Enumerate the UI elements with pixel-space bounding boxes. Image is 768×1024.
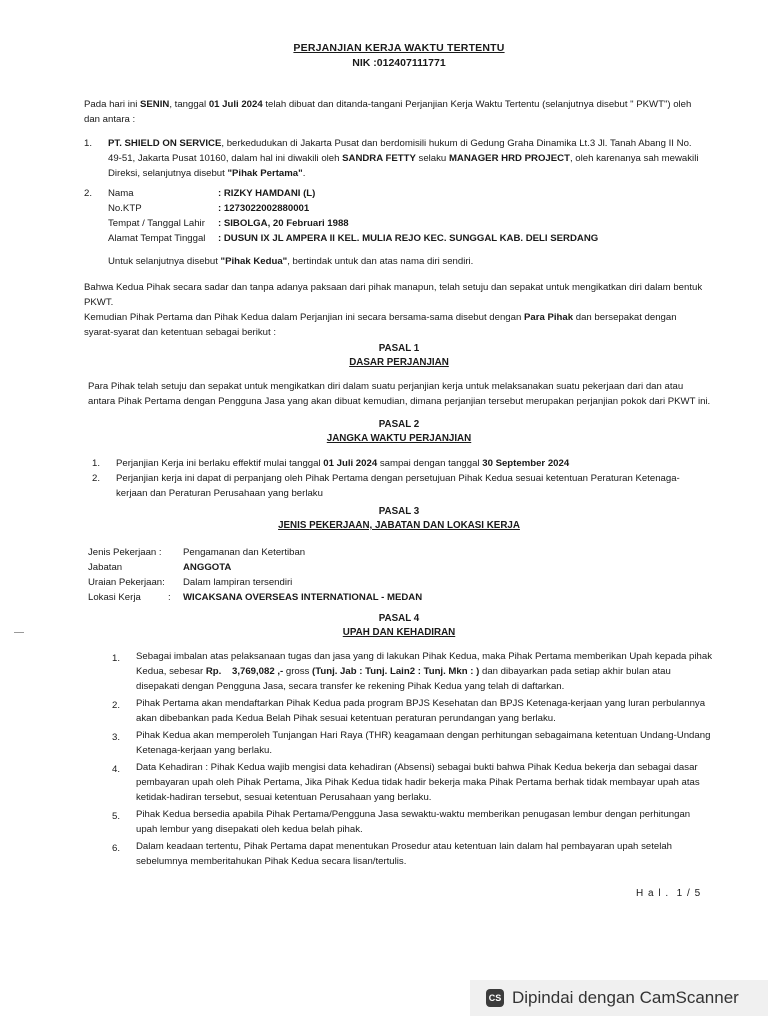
pasal4-item-1-line-1: Sebagai imbalan atas pelaksanaan tugas dan jasa yang di lakukan Pihak Kedua, maka Pihak Pertama memberikan Upah kepada pihak [136,651,712,662]
pasal3-value-jabatan: ANGGOTA [183,562,232,573]
pasal3-row-uraian [88,575,728,590]
pasal4-item-5-number: 5. [112,811,121,822]
pasal4-item-4-line-2: pembayaran upah oleh Pihak Pertama, Jika Pihak Kedua tidak hadir bekerja maka Pihak Pertama berhak tidak membayar upah atas [136,777,700,788]
pasal4-item-6-line-2: sebelumnya memberitahukan Pihak Kedua secara lisan/tertulis. [136,856,407,867]
party1-text-2b: selaku [415,153,449,164]
party2-alias-text-1: Untuk selanjutnya disebut [108,256,221,267]
pasal3-label-lokasi: Lokasi Kerja [88,592,141,603]
pasal2-item-2-text-b: kerjaan dan Peraturan Perusahaan yang berlaku [116,488,323,499]
pasal4-wage-text-c: gross [283,666,312,677]
party2-label-ktp: No.KTP [108,203,142,214]
pasal4-item-2-line-2: akan dibebankan pada Kedua Belah Pihak sesuai ketentuan peraturan perundangan yang berlaku. [136,713,556,724]
party1-representative: SANDRA FETTY [342,153,416,164]
document-nik: NIK :012407111771 [352,57,446,69]
intro-day: SENIN [140,99,170,110]
pasal3-lokasi-separator: : [168,592,171,603]
agreement-para-pihak: Para Pihak [523,312,574,323]
pasal2-item-1-text-a: Perjanjian Kerja ini berlaku effektif mulai tanggal [116,458,324,469]
party1-role: MANAGER HRD PROJECT [448,153,570,164]
pasal4-item-4-line-1: Data Kehadiran : Pihak Kedua wajib mengisi data kehadiran (Absensi) sebagai bukti bahwa Pihak Kedua bekerja dan sebagai dasar [136,762,698,773]
pasal2-item-2 [92,471,732,486]
agreement-line-3 [84,310,724,325]
party2-row-address [108,231,728,246]
party1-alias: "Pihak Pertama" [227,168,303,179]
party2-row-name [108,186,728,201]
pasal4-item-6-line-1: Dalam keadaan tertentu, Pihak Pertama dapat menentukan Prosedur atau ketentuan lain dalam hal pembayaran upah setelah [136,841,672,852]
pasal4-item-1-number: 1. [112,653,121,664]
pasal4-item-1-line-3: disepakati dengan Pengguna Jasa, secara transfer ke rekening Pihak Kedua yang telah di daftarkan. [136,681,565,692]
pasal3-row-lokasi [88,590,728,605]
party2-row-birth [108,216,728,231]
party1-text-1: , berkedudukan di Jakarta Pusat dan berdomisili hukum di Gedung Graha Dinamika Lt.3 Jl. Tanah Abang II No. [221,138,692,149]
document-title: PERJANJIAN KERJA WAKTU TERTENTU [293,42,505,54]
scan-margin-mark [14,632,24,633]
pasal4-wage-amount: Rp. 3,769,082 ,- [205,666,284,677]
pasal2-item-2-number: 2. [92,473,101,484]
agreement-line-1: Bahwa Kedua Pihak secara sadar dan tanpa adanya paksaan dari pihak manapun, telah setuju dan sepakat untuk mengikatkan diri dalam bentuk [84,282,703,293]
pasal4-item-6-number: 6. [112,843,121,854]
pasal3-number: PASAL 3 [378,506,420,517]
intro-line-2: dan antara : [84,114,136,125]
pasal3-label-jabatan: Jabatan [88,562,123,573]
agreement-paragraph [84,280,724,340]
pasal2-number: PASAL 2 [378,419,420,430]
pasal4-item-5-line-1: Pihak Kedua bersedia apabila Pihak Pertama/Pengguna Jasa sewaktu-waktu memberikan penugasan lembur dengan perhitungan [136,809,691,820]
party2-value-address: : DUSUN IX JL AMPERA II KEL. MULIA REJO KEC. SUNGGAL KAB. DELI SERDANG [218,233,599,244]
intro-text-3: telah dibuat dan ditanda-tangani Perjanjian Kerja Waktu Tertentu (selanjutnya disebut " PKWT") oleh [262,99,692,110]
pasal3-title: JENIS PEKERJAAN, JABATAN DAN LOKASI KERJA [278,520,520,531]
pasal1-line-1: Para Pihak telah setuju dan sepakat untuk mengikatkan diri dalam suatu perjanjian kerja untuk melaksanakan suatu pekerjaan dari dan atau [88,381,684,392]
pasal4-wage-text-a: Kedua, sebesar [136,666,206,677]
pasal4-item-2-number: 2. [112,700,121,711]
party2-label-address: Alamat Tempat Tinggal [108,233,206,244]
pasal3-value-uraian: Dalam lampiran tersendiri [183,577,293,588]
pasal1-number: PASAL 1 [378,343,420,354]
pasal4-item-3-line-1: Pihak Kedua akan memperoleh Tunjangan Hari Raya (THR) keagamaan dengan perhitungan sebagaimana ketentuan Undang-Undang [136,730,711,741]
pasal4-item-6 [112,839,742,869]
agreement-text-3a: Kemudian Pihak Pertama dan Pihak Kedua dalam Perjanjian ini secara bersama-sama disebut dengan [84,312,524,323]
pasal4-item-2 [112,696,742,726]
party2-row-ktp [108,201,728,216]
pasal4-item-3-number: 3. [112,732,121,743]
pasal2-title: JANGKA WAKTU PERJANJIAN [326,433,472,444]
pasal4-wage-text-e: dan dibayarkan pada setiap akhir bulan atau [479,666,671,677]
pasal4-item-2-line-1: Pihak Pertama akan mendaftarkan Pihak Kedua pada program BPJS Kesehatan dan BPJS Ketenaga-kerjaan yang luran perbulannya [136,698,706,709]
agreement-line-4: syarat-syarat dan ketentuan sebagai berikut : [84,327,276,338]
party2-label-birth: Tempat / Tanggal Lahir [108,218,205,229]
pasal4-item-1-line-2 [136,664,742,679]
pasal2-item-1 [92,456,732,471]
party1-number: 1. [84,138,93,149]
pasal4-item-4-line-3: ketidak-hadiran tersebut, sesuai ketentuan Perusahaan yang berlaku. [136,792,432,803]
pasal3-label-uraian: Uraian Pekerjaan: [88,577,165,588]
party1-text-3b: . [302,168,306,179]
pasal4-item-3-line-2: Ketenaga-kerjaan yang berlaku. [136,745,273,756]
pasal3-value-lokasi: WICAKSANA OVERSEAS INTERNATIONAL - MEDAN [183,592,423,603]
pasal2-item-1-number: 1. [92,458,101,469]
pasal3-details [88,545,728,605]
pasal4-item-3 [112,728,742,758]
party1-line-3 [108,166,728,181]
intro-date: 01 Juli 2024 [208,99,263,110]
pasal4-item-4-number: 4. [112,764,121,775]
party1-line-1 [108,136,728,151]
pasal4-item-5 [112,807,742,837]
pasal1-title: DASAR PERJANJIAN [349,357,449,368]
party1-company: PT. SHIELD ON SERVICE [108,138,222,149]
intro-line-1 [84,97,724,112]
pasal3-row-jenis [88,545,728,560]
pasal1-line-2: antara Pihak Pertama dengan Pengguna Jasa yang akan dibuat kemudian, dimana perjanjian tersebut merupakan perjanjian pokok dari PKWT ini. [88,396,711,407]
camscanner-logo-icon: CS [486,989,504,1007]
pasal4-allowances: (Tunj. Jab : Tunj. Lain2 : Tunj. Mkn : ) [312,666,480,677]
party2-number: 2. [84,188,93,199]
pasal2-end-date: 30 September 2024 [482,458,570,469]
party1-text-2c: , oleh karenanya sah mewakili [569,153,699,164]
party1-paragraph [108,136,728,181]
page-number: H a l . 1 / 5 [636,888,702,899]
agreement-line-2: PKWT. [84,297,114,308]
intro-text-2: , tanggal [169,99,209,110]
party2-value-birth: : SIBOLGA, 20 Februari 1988 [218,218,349,229]
party2-alias-text-2: , bertindak untuk dan atas nama diri sendiri. [287,256,474,267]
party2-value-name: : RIZKY HAMDANI (L) [218,188,316,199]
pasal4-item-4 [112,760,742,805]
pasal4-list [112,649,742,869]
pasal2-list [92,456,732,501]
pasal4-item-5-line-2: upah lembur yang disepakati oleh kedua belah pihak. [136,824,363,835]
pasal4-item-1 [112,649,742,694]
camscanner-watermark [470,980,768,1016]
party2-value-ktp: : 1273022002880001 [218,203,310,214]
party2-details [108,186,728,269]
agreement-text-3c: dan bersepakat dengan [573,312,677,323]
intro-paragraph [84,97,724,127]
pasal2-item-2-text-a: Perjanjian kerja ini dapat di perpanjang oleh Pihak Pertama dengan persetujuan Pihak Kedua sesuai ketentuan Peraturan Ketenaga- [116,473,680,484]
camscanner-text: Dipindai dengan CamScanner [512,988,739,1007]
pasal3-row-jabatan [88,560,728,575]
intro-text-1: Pada hari ini [84,99,140,110]
party1-text-3a: Direksi, selanjutnya disebut [108,168,228,179]
pasal3-value-jenis: Pengamanan dan Ketertiban [183,547,306,558]
pasal4-title: UPAH DAN KEHADIRAN [342,627,456,638]
pasal1-paragraph [88,379,728,409]
party2-alias: "Pihak Kedua" [220,256,288,267]
party2-alias-line [108,254,728,269]
party1-line-2 [108,151,728,166]
pasal3-label-jenis: Jenis Pekerjaan : [88,547,162,558]
pasal2-item-1-text-c: sampai dengan tanggal [377,458,483,469]
pasal4-number: PASAL 4 [378,613,420,624]
party2-label-name: Nama [108,188,134,199]
pasal2-start-date: 01 Juli 2024 [323,458,378,469]
party1-text-2a: 49-51, Jakarta Pusat 10160, dalam hal ini diwakili oleh [108,153,343,164]
